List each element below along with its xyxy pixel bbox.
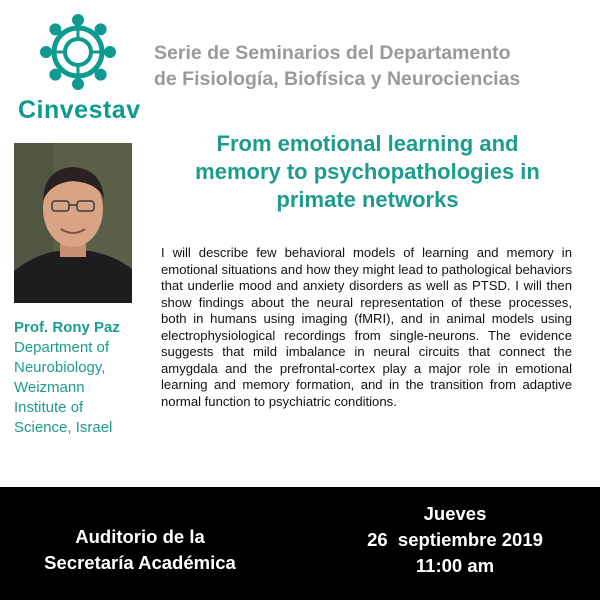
talk-title-line-1: From emotional learning and [216,131,519,156]
affiliation-line: Weizmann [14,379,85,396]
affiliation-line: Department of [14,339,110,356]
venue-line-2: Secretaría Académica [44,552,236,573]
speaker-portrait-image [14,143,132,303]
cinvestav-logo [18,12,141,124]
cinvestav-emblem-icon [38,12,118,92]
speaker-affiliation [14,338,154,438]
seminar-series-title [154,40,594,92]
affiliation-line: Institute of [14,399,84,416]
event-time: 11:00 am [415,555,495,576]
talk-abstract: I will describe few behavioral models of learning and memory in emotional situations and how they might lead to pathological behaviors that underlie mood and anxiety disorders as well as PTSD. I will then show findings about the neural representation of these processes, both in humans using imaging (fMRI), and in animal models using electrophysiological recordings from single-neurons. The evidence suggests that mild imbalance in neural circuits that connect the amygdala and the prefrontal-cortex play a major role in emotional learning and memory formation, and in the transition from adaptive normal function to psychiatric conditions. [161,245,572,409]
event-datetime [340,501,570,579]
event-day: Jueves [423,503,487,524]
series-title-line-2: de Fisiología, Biofísica y Neurociencias [154,68,521,90]
speaker-name: Prof. Rony Paz [14,319,120,336]
talk-title-line-2: memory to psychopathologies in [195,159,540,184]
event-venue [18,524,262,576]
logo-wordmark: Cinvestav [18,96,141,124]
speaker-photo [14,143,132,303]
venue-line-1: Auditorio de la [75,526,205,547]
series-title-line-1: Serie de Seminarios del Departamento [154,42,511,64]
talk-title-line-3: primate networks [276,187,459,212]
affiliation-line: Neurobiology, [14,359,106,376]
talk-title [155,130,580,214]
event-date: 26 septiembre 2019 [367,529,543,550]
affiliation-line: Science, Israel [14,419,113,436]
